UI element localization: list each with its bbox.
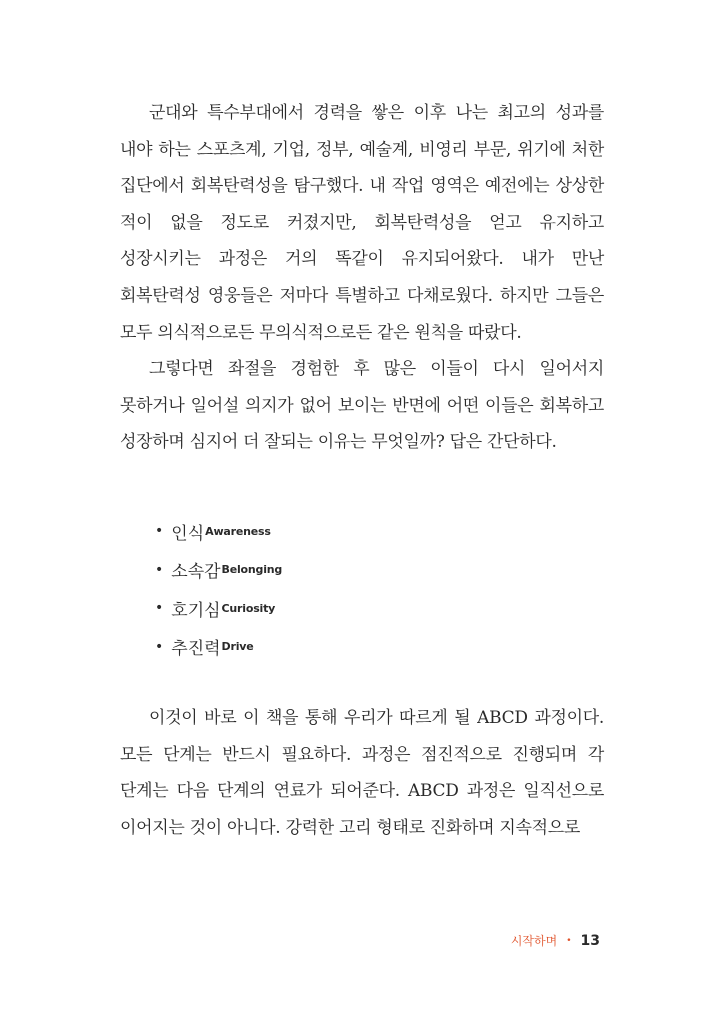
list-item-english: Awareness — [205, 524, 271, 538]
running-footer-section: 시작하며 — [510, 934, 558, 948]
bullet-icon: • — [155, 523, 164, 540]
list-item-english: Drive — [221, 640, 254, 654]
footer-separator: • — [566, 935, 572, 946]
page-footer — [511, 932, 600, 949]
abcd-list — [155, 512, 282, 666]
list-item-drive — [155, 628, 282, 667]
list-item-korean: 소속감 — [171, 562, 221, 583]
bullet-icon: • — [155, 561, 164, 578]
page-number: 13 — [580, 932, 600, 949]
list-item-belonging — [155, 551, 282, 590]
paragraph-3: 이것이 바로 이 책을 통해 우리가 따르게 될 ABCD 과정이다. 모든 단계는 반드시 필요하다. 과정은 점진적으로 진행되며 각 단계는 다음 단계의 연료가 되어준다. ABCD 과정은 일직선으로 이어지는 것이 아니다. 강력한 고리 형태로 진화하며 지속적으로 — [120, 708, 604, 838]
list-item-korean: 추진력 — [171, 639, 221, 660]
list-item-korean: 인식 — [171, 523, 205, 544]
list-item-korean: 호기심 — [171, 600, 221, 621]
body-text-bottom — [120, 700, 604, 846]
list-item-curiosity — [155, 589, 282, 628]
paragraph-1: 군대와 특수부대에서 경력을 쌓은 이후 나는 최고의 성과를 내야 하는 스포츠계, 기업, 정부, 예술계, 비영리 부문, 위기에 처한 집단에서 회복탄력성을 탐구했다. 내 작업 영역은 예전에는 상상한 적이 없을 정도로 커졌지만, 회복탄력성을 얻고 유지하고 성장시키는 과정은 거의 똑같이 유지되어왔다. 내가 만난 회복탄력성 영웅들은 저마다 특별하고 다채로웠다. 하지만 그들은 모두 의식적으로든 무의식적으로든 같은 원칙을 따랐다. — [120, 103, 604, 343]
body-text-top — [120, 95, 604, 461]
bullet-icon: • — [155, 638, 164, 655]
paragraph-2: 그렇다면 좌절을 경험한 후 많은 이들이 다시 일어서지 못하거나 일어설 의지가 없어 보이는 반면에 어떤 이들은 회복하고 성장하며 심지어 더 잘되는 이유는 무엇일까? 답은 간단하다. — [120, 359, 604, 453]
bullet-icon: • — [155, 600, 164, 617]
list-item-english: Belonging — [221, 563, 283, 577]
list-item-awareness — [155, 512, 282, 551]
list-item-english: Curiosity — [221, 601, 276, 615]
